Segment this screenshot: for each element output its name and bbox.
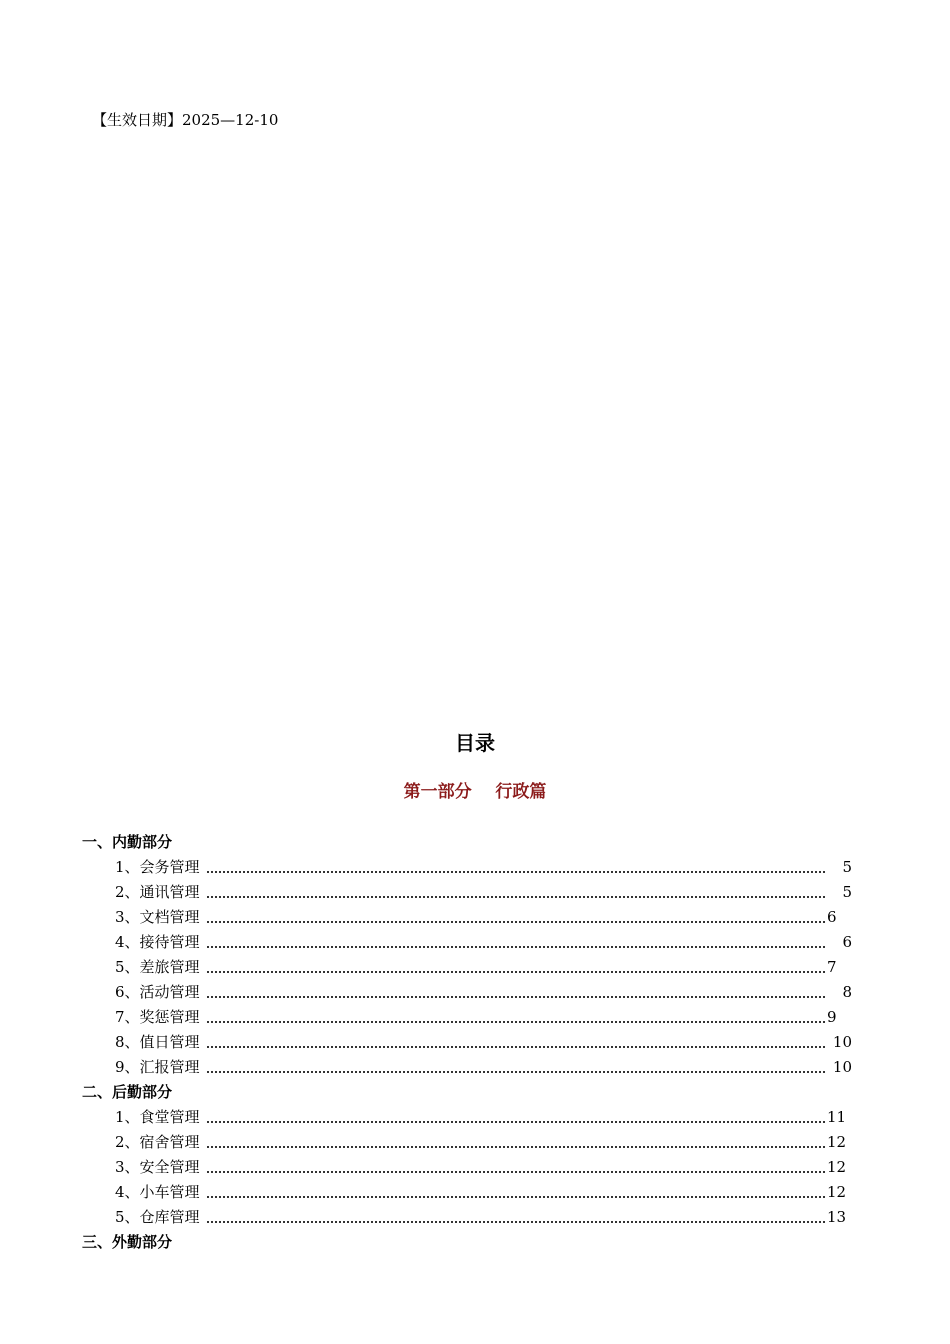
toc-entry-label: 8、值日管理 (115, 1033, 200, 1051)
toc-entry[interactable] (82, 955, 862, 980)
toc-dot-leader (207, 1121, 825, 1123)
toc-dot-leader (207, 871, 825, 873)
toc-entry-label: 1、食堂管理 (115, 1108, 200, 1126)
toc-entry-label: 5、差旅管理 (115, 958, 200, 976)
part-title: 第一部分 行政篇 (403, 782, 547, 802)
toc-entry-page-number: 12 (827, 1183, 847, 1201)
toc-section-heading: 三、外勤部分 (82, 1233, 173, 1251)
toc-entry-page-number: 6 (842, 933, 852, 951)
toc-dot-leader (207, 1196, 825, 1198)
toc-entry-page-number: 5 (842, 858, 852, 876)
toc-dot-leader (207, 921, 825, 923)
toc-title: 目录 (455, 731, 495, 755)
toc-entry[interactable] (82, 855, 862, 880)
toc-section-heading: 二、后勤部分 (82, 1083, 173, 1101)
toc-entry-page-number: 12 (827, 1133, 847, 1151)
toc-entry-label: 5、仓库管理 (115, 1208, 200, 1226)
toc-dot-leader (207, 1146, 825, 1148)
toc-dot-leader (207, 996, 825, 998)
toc-entry[interactable] (82, 1155, 862, 1180)
toc-entry[interactable] (82, 1130, 862, 1155)
toc-entry-label: 2、宿舍管理 (115, 1133, 200, 1151)
toc-entry-label: 6、活动管理 (115, 983, 200, 1001)
toc-entry[interactable] (82, 980, 862, 1005)
toc-entry-label: 9、汇报管理 (115, 1058, 200, 1076)
toc-dot-leader (207, 1221, 825, 1223)
toc-entry-page-number: 10 (832, 1058, 852, 1076)
toc-entry[interactable] (82, 880, 862, 905)
toc-entry-page-number: 11 (827, 1108, 847, 1126)
toc-entry[interactable] (82, 905, 862, 930)
toc-entry[interactable] (82, 1055, 862, 1080)
toc-entry-page-number: 9 (827, 1008, 837, 1026)
toc-entry-label: 4、小车管理 (115, 1183, 200, 1201)
toc-entry-page-number: 8 (842, 983, 852, 1001)
toc-dot-leader (207, 971, 825, 973)
toc-dot-leader (207, 1021, 825, 1023)
toc-dot-leader (207, 1071, 825, 1073)
toc-entry-page-number: 12 (827, 1158, 847, 1176)
toc-dot-leader (207, 1171, 825, 1173)
toc-section-heading: 一、内勤部分 (82, 833, 173, 851)
toc-dot-leader (207, 1046, 825, 1048)
toc-entry[interactable] (82, 930, 862, 955)
toc-entry-page-number: 13 (827, 1208, 847, 1226)
toc-entry-label: 3、安全管理 (115, 1158, 200, 1176)
toc-entry-page-number: 6 (827, 908, 837, 926)
toc-entry[interactable] (82, 1030, 862, 1055)
toc-entry-page-number: 7 (827, 958, 837, 976)
toc-entry[interactable] (82, 1180, 862, 1205)
toc-dot-leader (207, 946, 825, 948)
toc-entry-label: 2、通讯管理 (115, 883, 200, 901)
toc-entry-page-number: 10 (832, 1033, 852, 1051)
toc-entry-label: 7、奖惩管理 (115, 1008, 200, 1026)
toc-entry[interactable] (82, 1205, 862, 1230)
toc-entry-label: 3、文档管理 (115, 908, 200, 926)
toc-entry[interactable] (82, 1005, 862, 1030)
toc-entry[interactable] (82, 1105, 862, 1130)
effective-date: 【生效日期】2025—12-10 (92, 111, 279, 129)
toc-entry-page-number: 5 (842, 883, 852, 901)
table-of-contents (82, 830, 862, 1255)
toc-entry-label: 1、会务管理 (115, 858, 200, 876)
toc-entry-label: 4、接待管理 (115, 933, 200, 951)
toc-dot-leader (207, 896, 825, 898)
